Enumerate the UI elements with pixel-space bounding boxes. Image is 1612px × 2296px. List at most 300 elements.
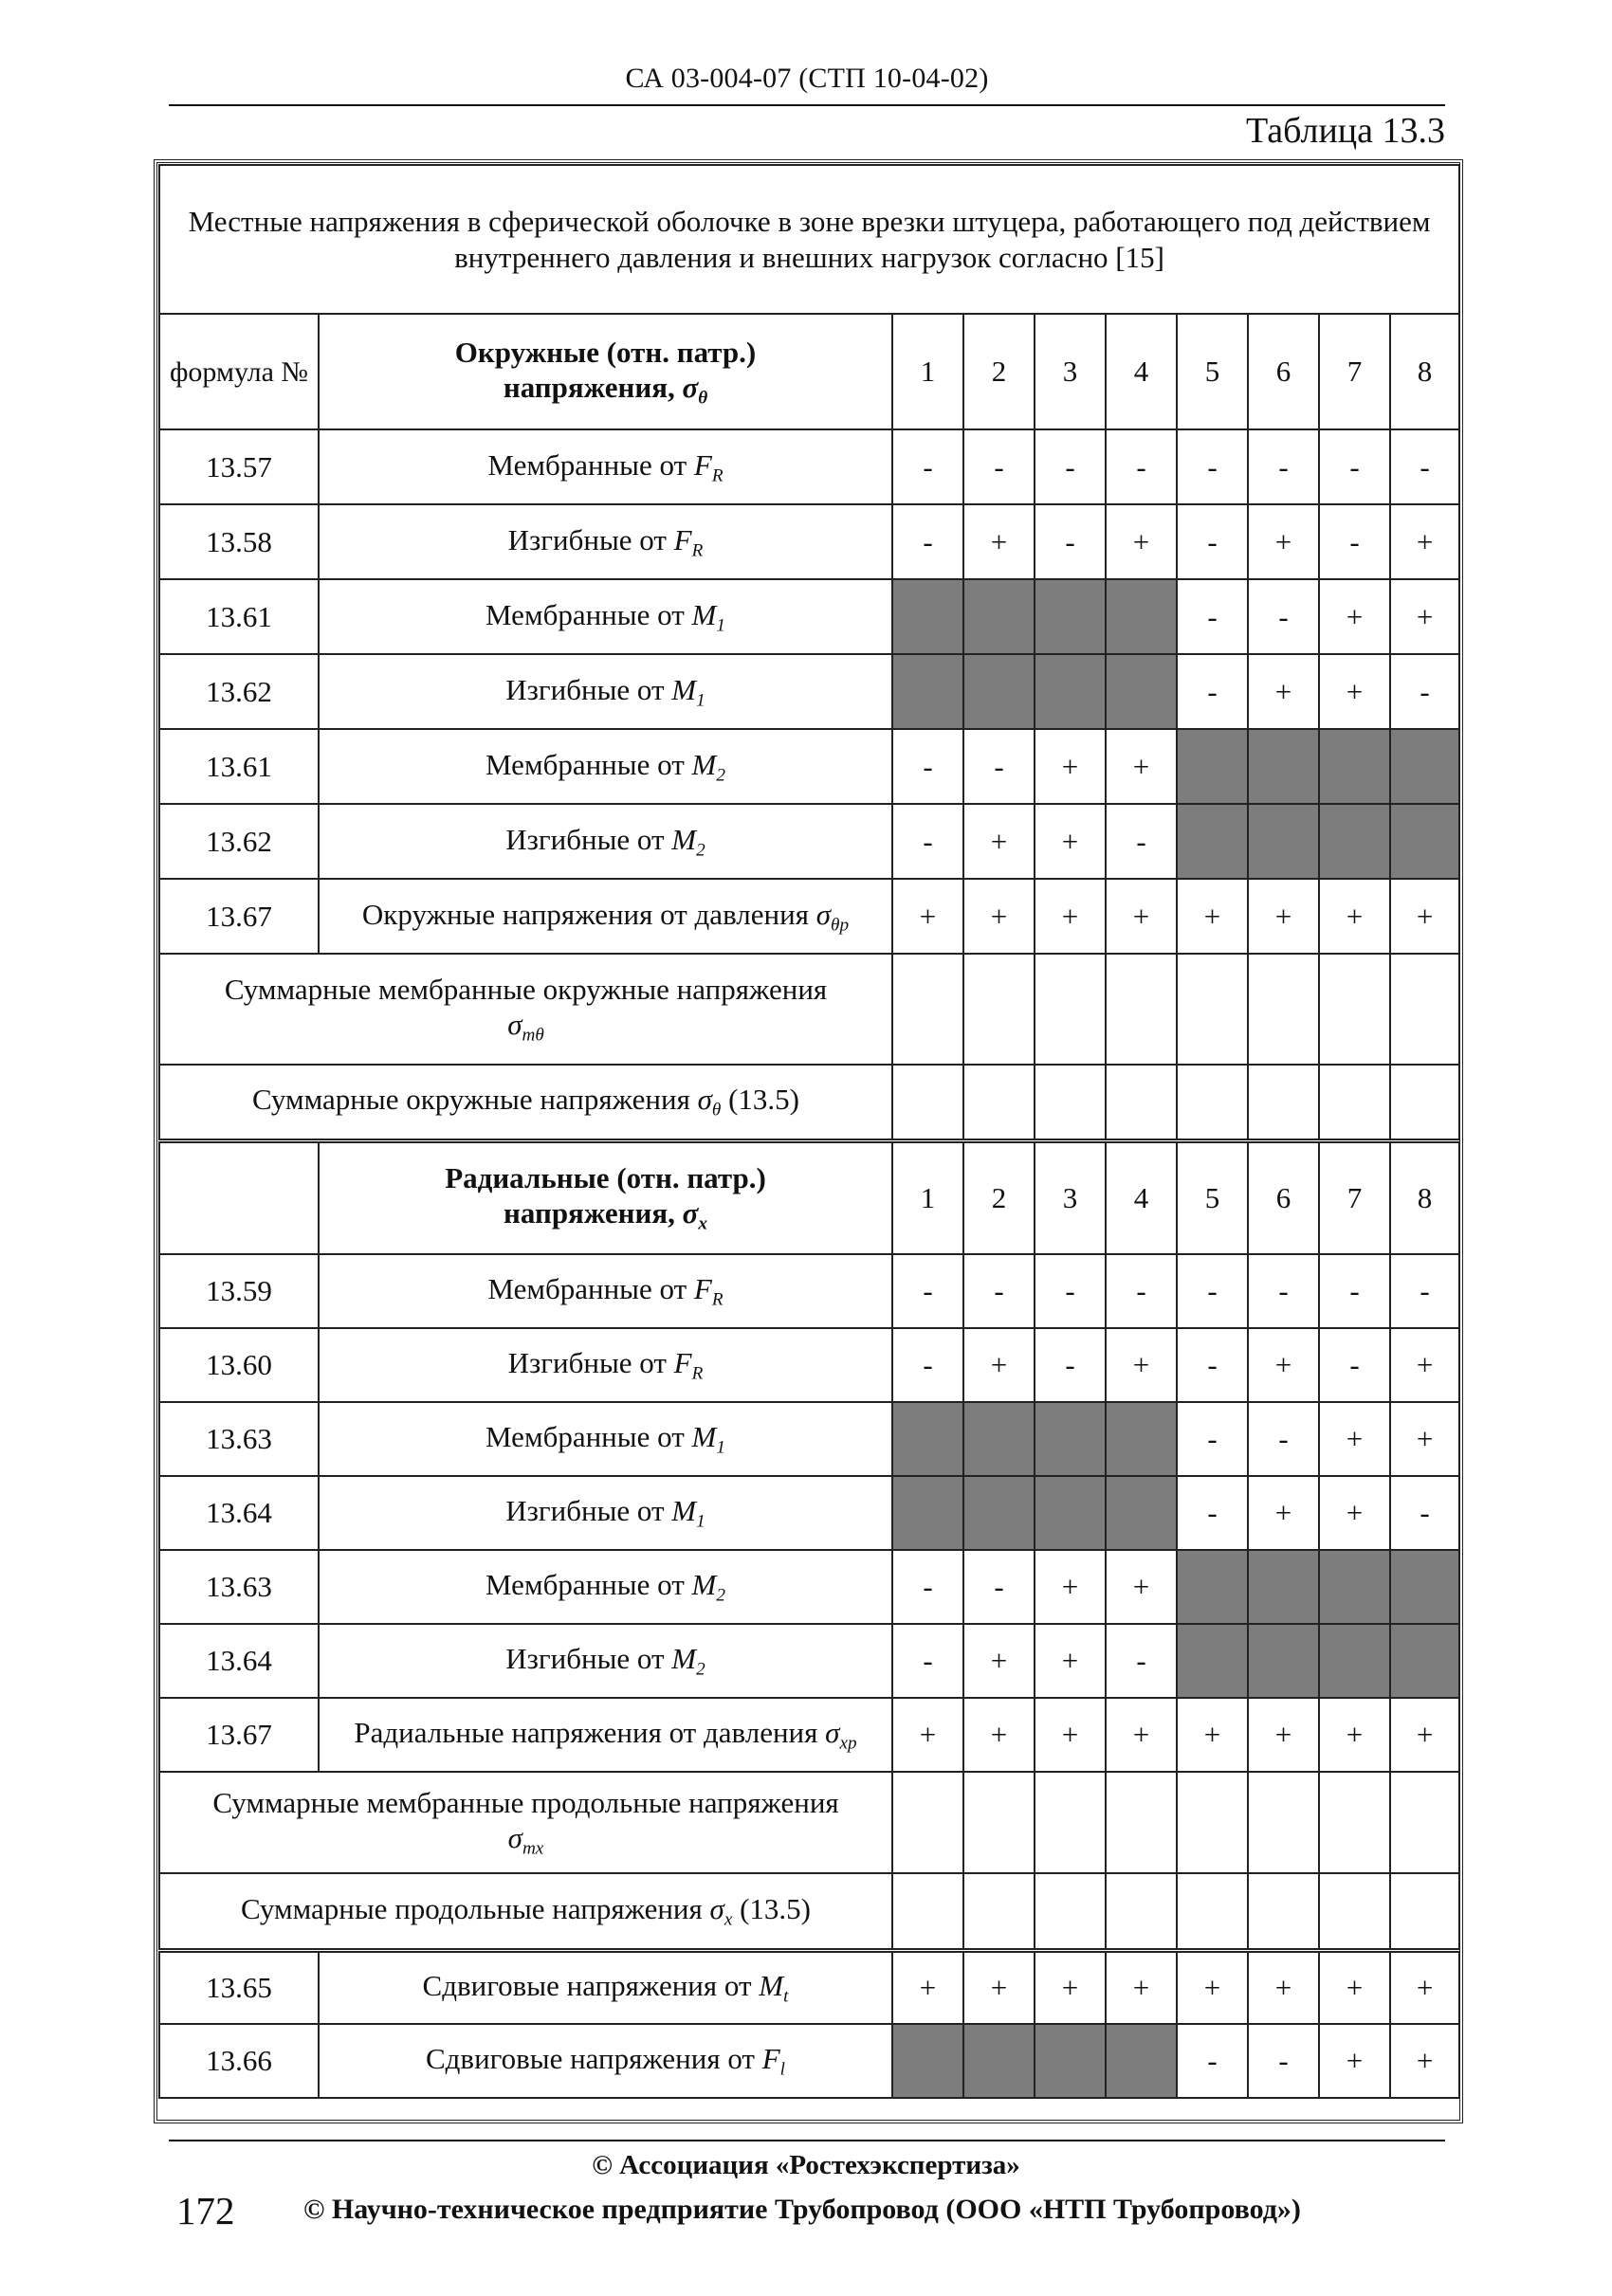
sign-cell: + [1390, 1698, 1459, 1772]
stress-label: Изгибные от [505, 672, 665, 706]
sign-cell: + [1035, 1550, 1106, 1624]
stress-description [319, 804, 892, 879]
sign-cell: - [1390, 654, 1459, 729]
sign-cell: - [1035, 1254, 1106, 1328]
sign-cell: + [963, 879, 1035, 954]
sign-cell: - [1319, 429, 1390, 504]
math-subscript: 1 [696, 1511, 705, 1532]
sign-cell: - [1248, 2024, 1319, 2098]
sign-cell: + [963, 1950, 1035, 2024]
sum-total-label [159, 1065, 892, 1140]
section-heading-line1: Окружные (отн. патр.) [454, 335, 757, 369]
sign-cell: + [1106, 1550, 1177, 1624]
sign-cell: + [963, 1328, 1035, 1402]
math-expression [759, 1968, 789, 2007]
shaded-cell [1248, 1550, 1319, 1624]
table-title: Местные напряжения в сферической оболочке в зоне врезки штуцера, работающего под действием внутреннего давления и внешних нагрузок согласно [15] [159, 165, 1459, 314]
sign-cell: - [892, 1550, 963, 1624]
formula-number: 13.59 [159, 1254, 319, 1328]
sum-total-label [159, 1873, 892, 1950]
sign-cell: - [963, 1254, 1035, 1328]
formula-number: 13.65 [159, 1950, 319, 2024]
stress-description [319, 579, 892, 654]
math-expression [671, 1494, 705, 1532]
empty-cell [1248, 1065, 1319, 1140]
formula-number: 13.63 [159, 1402, 319, 1476]
shaded-cell [1106, 1476, 1177, 1550]
math-symbol: σ [682, 370, 699, 404]
column-number: 6 [1248, 1140, 1319, 1254]
sign-cell: + [1390, 504, 1459, 579]
table-row [159, 2024, 1459, 2098]
math-symbol: M [671, 822, 697, 856]
math-symbol: M [671, 1642, 697, 1676]
column-number: 4 [1106, 1140, 1177, 1254]
sign-cell: + [1177, 1950, 1248, 2024]
sign-cell: - [963, 429, 1035, 504]
empty-cell [1035, 954, 1106, 1065]
sign-cell: + [963, 1624, 1035, 1698]
formula-number: 13.58 [159, 504, 319, 579]
shaded-cell [892, 1476, 963, 1550]
shaded-cell [1035, 654, 1106, 729]
table-row [159, 1254, 1459, 1328]
sign-cell: + [1035, 1624, 1106, 1698]
sign-cell: + [1248, 504, 1319, 579]
sign-cell: + [1177, 879, 1248, 954]
sign-cell: - [963, 729, 1035, 804]
sign-cell: - [1177, 1328, 1248, 1402]
stress-description [319, 1402, 892, 1476]
shaded-cell [892, 654, 963, 729]
sign-cell: + [1035, 1950, 1106, 2024]
math-expression [691, 747, 725, 786]
sum-membrane-symbol [160, 1007, 891, 1047]
math-subscript: mθ [522, 1025, 544, 1046]
stress-description [319, 654, 892, 729]
empty-cell [1106, 1873, 1177, 1950]
math-expression [709, 1891, 733, 1930]
stress-label: Изгибные от [507, 522, 667, 556]
stress-table [158, 164, 1460, 2099]
empty-cell [892, 1065, 963, 1140]
sign-cell: - [1177, 579, 1248, 654]
sum-total-text: Суммарные продольные напряжения [240, 1891, 703, 1925]
stress-label: Изгибные от [505, 1494, 665, 1528]
formula-number: 13.62 [159, 654, 319, 729]
empty-cell [1177, 1065, 1248, 1140]
stress-label: Окружные напряжения от давления [361, 897, 809, 931]
math-subscript: x [724, 1909, 733, 1930]
table-row [159, 729, 1459, 804]
column-number: 5 [1177, 1140, 1248, 1254]
sign-cell: + [1390, 579, 1459, 654]
shaded-cell [1177, 1624, 1248, 1698]
shaded-cell [1106, 1402, 1177, 1476]
stress-description [319, 879, 892, 954]
sign-cell: + [1248, 654, 1319, 729]
column-number: 1 [892, 1140, 963, 1254]
math-symbol: F [693, 447, 712, 482]
table-row [159, 804, 1459, 879]
stress-label: Мембранные от [485, 1420, 685, 1454]
math-subscript: mx [522, 1838, 544, 1859]
sign-cell: - [1390, 1476, 1459, 1550]
stress-label: Сдвиговые напряжения от [425, 2042, 755, 2076]
math-symbol: M [671, 672, 697, 706]
section-heading-text: напряжения, [503, 370, 675, 404]
table-row [159, 654, 1459, 729]
sign-cell: - [1106, 804, 1177, 879]
sign-cell: + [892, 879, 963, 954]
sign-cell: + [1248, 879, 1319, 954]
table-row [159, 879, 1459, 954]
math-symbol: F [761, 2042, 780, 2076]
section-heading [319, 1140, 892, 1254]
sign-cell: + [1390, 2024, 1459, 2098]
math-symbol: σ [507, 1008, 522, 1042]
shaded-cell [1177, 804, 1248, 879]
column-number: 1 [892, 314, 963, 429]
sign-cell: + [963, 504, 1035, 579]
sign-cell: - [1177, 429, 1248, 504]
shaded-cell [1106, 654, 1177, 729]
sign-cell: + [1248, 1950, 1319, 2024]
page-number: 172 [176, 2189, 235, 2232]
shaded-cell [1035, 2024, 1106, 2098]
math-expression [507, 1821, 544, 1859]
shaded-cell [892, 579, 963, 654]
footer-association: © Ассоциация «Ростехэкспертиза» [592, 2150, 1020, 2180]
sum-membrane-text: Суммарные мембранные продольные напряжения [212, 1786, 839, 1820]
footer-rule [169, 2140, 1445, 2141]
sign-cell: + [1035, 1698, 1106, 1772]
empty-cell [1248, 954, 1319, 1065]
math-symbol: M [671, 1494, 697, 1528]
math-subscript: 1 [696, 690, 705, 711]
sign-cell: - [892, 1328, 963, 1402]
stress-label: Изгибные от [505, 1642, 665, 1676]
shaded-cell [963, 1476, 1035, 1550]
math-symbol: M [759, 1968, 784, 2002]
empty-cell [1035, 1065, 1106, 1140]
math-symbol: F [693, 1272, 712, 1306]
sign-cell: + [1106, 729, 1177, 804]
math-expression [691, 597, 725, 636]
math-expression [825, 1716, 857, 1754]
shaded-cell [1390, 804, 1459, 879]
sum-total-ref: (13.5) [728, 1083, 799, 1117]
sum-membrane-symbol [160, 1820, 891, 1860]
math-symbol: σ [682, 1196, 699, 1230]
column-number: 5 [1177, 314, 1248, 429]
empty-cell [1319, 1065, 1390, 1140]
empty-cell [1035, 1873, 1106, 1950]
stress-label: Мембранные от [487, 1272, 687, 1306]
shaded-cell [1035, 1476, 1106, 1550]
math-symbol: σ [825, 1716, 840, 1750]
math-symbol: σ [815, 897, 832, 931]
stress-description [319, 504, 892, 579]
section-header-row [159, 314, 1459, 429]
empty-cell [1106, 1065, 1177, 1140]
math-subscript: xp [839, 1733, 857, 1754]
column-number: 3 [1035, 314, 1106, 429]
sign-cell: + [892, 1950, 963, 2024]
table-row [159, 1328, 1459, 1402]
math-expression [671, 822, 705, 861]
formula-number: 13.67 [159, 1698, 319, 1772]
stress-description [319, 1476, 892, 1550]
sign-cell: - [1248, 1402, 1319, 1476]
empty-cell [963, 954, 1035, 1065]
table-number: Таблица 13.3 [1245, 111, 1445, 151]
empty-cell [1390, 1873, 1459, 1950]
sum-membrane-row [159, 1772, 1459, 1873]
empty-cell [1035, 1772, 1106, 1873]
sign-cell: + [1319, 1698, 1390, 1772]
stress-description [319, 2024, 892, 2098]
sum-membrane-label [159, 1772, 892, 1873]
sign-cell: + [1106, 879, 1177, 954]
shaded-cell [1106, 2024, 1177, 2098]
shaded-cell [1319, 1550, 1390, 1624]
section-header-row [159, 1140, 1459, 1254]
table-row [159, 504, 1459, 579]
empty-cell [963, 1873, 1035, 1950]
empty-cell [1106, 954, 1177, 1065]
sign-cell: + [963, 1698, 1035, 1772]
table-row [159, 579, 1459, 654]
sign-cell: + [1390, 879, 1459, 954]
section-heading-line2 [320, 1195, 891, 1235]
math-expression [507, 1008, 544, 1046]
math-expression [671, 672, 705, 711]
math-subscript: θ [698, 388, 708, 409]
shaded-cell [963, 1402, 1035, 1476]
stress-description [319, 1328, 892, 1402]
shaded-cell [1319, 804, 1390, 879]
math-symbol: M [691, 1568, 717, 1602]
sign-cell: - [1177, 1476, 1248, 1550]
math-expression [682, 1196, 707, 1235]
formula-number: 13.57 [159, 429, 319, 504]
empty-cell [1106, 1772, 1177, 1873]
shaded-cell [963, 654, 1035, 729]
math-expression [691, 1568, 725, 1606]
sum-total-row [159, 1065, 1459, 1140]
sign-cell: + [1319, 654, 1390, 729]
math-subscript: θ [711, 1101, 722, 1121]
math-subscript: θp [831, 915, 850, 936]
formula-number: 13.61 [159, 729, 319, 804]
footer-enterprise: © Научно-техническое предприятие Трубопровод (ООО «НТП Трубопровод») [303, 2194, 1301, 2225]
formula-number: 13.61 [159, 579, 319, 654]
math-subscript: 1 [716, 1437, 725, 1458]
math-expression [761, 2042, 785, 2080]
empty-cell [1319, 1772, 1390, 1873]
stress-description [319, 1624, 892, 1698]
formula-header: формула № [159, 314, 319, 429]
math-subscript: 2 [696, 1659, 705, 1680]
math-subscript: 2 [716, 765, 725, 786]
math-expression [693, 1272, 724, 1310]
sign-cell: - [1177, 2024, 1248, 2098]
empty-cell [1319, 1873, 1390, 1950]
math-subscript: l [779, 2059, 785, 2080]
document-code: СА 03-004-07 (СТП 10-04-02) [625, 63, 989, 94]
sum-total-ref: (13.5) [740, 1891, 812, 1925]
column-number: 2 [963, 314, 1035, 429]
empty-cell [1177, 1772, 1248, 1873]
math-symbol: F [673, 1346, 692, 1380]
sign-cell: - [1035, 504, 1106, 579]
sign-cell: + [1106, 504, 1177, 579]
table-row [159, 429, 1459, 504]
sign-cell: - [892, 1254, 963, 1328]
empty-cell [892, 1873, 963, 1950]
empty-cell [1177, 954, 1248, 1065]
column-number: 3 [1035, 1140, 1106, 1254]
formula-number: 13.64 [159, 1476, 319, 1550]
stress-label: Сдвиговые напряжения от [422, 1968, 752, 2002]
section-heading-line1: Радиальные (отн. патр.) [445, 1161, 766, 1195]
math-symbol: σ [709, 1891, 724, 1925]
stress-description [319, 429, 892, 504]
empty-cell [1248, 1772, 1319, 1873]
math-subscript: R [691, 540, 704, 561]
shaded-cell [963, 579, 1035, 654]
shaded-cell [892, 2024, 963, 2098]
sign-cell: + [1035, 879, 1106, 954]
sign-cell: - [1035, 1328, 1106, 1402]
sign-cell: - [1319, 504, 1390, 579]
sign-cell: - [1177, 1254, 1248, 1328]
table-row [159, 1476, 1459, 1550]
column-number: 2 [963, 1140, 1035, 1254]
sign-cell: + [1177, 1698, 1248, 1772]
math-subscript: R [691, 1363, 704, 1384]
math-expression [671, 1642, 705, 1680]
sign-cell: + [892, 1698, 963, 1772]
section-heading-text: напряжения, [504, 1196, 675, 1230]
shaded-cell [963, 2024, 1035, 2098]
sign-cell: + [1319, 1950, 1390, 2024]
sign-cell: - [892, 429, 963, 504]
sign-cell: - [1177, 654, 1248, 729]
stress-description [319, 729, 892, 804]
empty-cell [1319, 954, 1390, 1065]
shaded-cell [1177, 729, 1248, 804]
formula-number: 13.62 [159, 804, 319, 879]
column-number: 7 [1319, 314, 1390, 429]
sum-membrane-row [159, 954, 1459, 1065]
sign-cell: - [1248, 1254, 1319, 1328]
sign-cell: + [1035, 729, 1106, 804]
math-subscript: R [711, 1289, 724, 1310]
stress-label: Изгибные от [507, 1346, 667, 1380]
sign-cell: - [1106, 1624, 1177, 1698]
shaded-cell [1390, 729, 1459, 804]
stress-label: Мембранные от [485, 597, 685, 631]
column-number: 6 [1248, 314, 1319, 429]
table-row [159, 1402, 1459, 1476]
column-number: 4 [1106, 314, 1177, 429]
empty-cell [892, 1772, 963, 1873]
sign-cell: + [963, 804, 1035, 879]
math-symbol: M [691, 747, 717, 781]
table-row [159, 1550, 1459, 1624]
empty-cell [963, 1065, 1035, 1140]
sign-cell: + [1106, 1698, 1177, 1772]
math-subscript: 2 [716, 1585, 725, 1606]
sign-cell: - [1106, 1254, 1177, 1328]
empty-cell [1390, 1065, 1459, 1140]
math-expression [693, 447, 724, 486]
section-heading [319, 314, 892, 429]
empty-cell [892, 954, 963, 1065]
sign-cell: + [1248, 1476, 1319, 1550]
shaded-cell [1248, 729, 1319, 804]
stress-description [319, 1698, 892, 1772]
sign-cell: + [1248, 1328, 1319, 1402]
formula-header [159, 1140, 319, 1254]
math-expression [682, 370, 708, 409]
formula-number: 13.67 [159, 879, 319, 954]
sign-cell: - [1319, 1254, 1390, 1328]
empty-cell [1390, 1772, 1459, 1873]
shaded-cell [1319, 1624, 1390, 1698]
shaded-cell [1035, 1402, 1106, 1476]
column-number: 7 [1319, 1140, 1390, 1254]
math-symbol: M [691, 597, 717, 631]
stress-label: Изгибные от [505, 822, 665, 856]
column-number: 8 [1390, 1140, 1459, 1254]
math-symbol: σ [697, 1083, 712, 1117]
stress-label: Мембранные от [487, 447, 687, 482]
empty-cell [1177, 1873, 1248, 1950]
math-subscript: 1 [716, 615, 725, 636]
sign-cell: - [1035, 429, 1106, 504]
shaded-cell [1106, 579, 1177, 654]
sign-cell: + [1319, 1402, 1390, 1476]
math-expression [697, 1083, 722, 1121]
stress-label: Мембранные от [485, 1568, 685, 1602]
sign-cell: - [892, 729, 963, 804]
math-expression [673, 1346, 704, 1384]
formula-number: 13.63 [159, 1550, 319, 1624]
column-number: 8 [1390, 314, 1459, 429]
sum-total-row [159, 1873, 1459, 1950]
stress-label: Мембранные от [485, 747, 685, 781]
sign-cell: - [1319, 1328, 1390, 1402]
shaded-cell [1035, 579, 1106, 654]
sign-cell: + [1106, 1328, 1177, 1402]
sign-cell: - [1248, 579, 1319, 654]
math-expression [815, 897, 850, 936]
math-subscript: R [711, 465, 724, 486]
sign-cell: - [1248, 429, 1319, 504]
math-subscript: 2 [696, 840, 705, 861]
stress-description [319, 1950, 892, 2024]
sign-cell: - [1390, 1254, 1459, 1328]
sign-cell: - [892, 1624, 963, 1698]
stress-description [319, 1254, 892, 1328]
sign-cell: - [892, 504, 963, 579]
sign-cell: + [1319, 1476, 1390, 1550]
stress-label: Радиальные напряжения от давления [354, 1716, 818, 1750]
shaded-cell [1390, 1550, 1459, 1624]
